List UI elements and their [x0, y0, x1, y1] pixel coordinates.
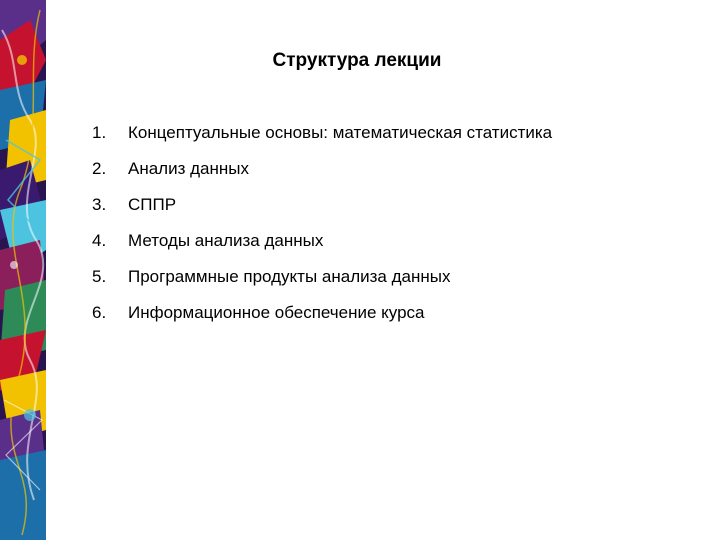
- list-item-number: 3.: [92, 195, 107, 214]
- list-item-text: СППР: [128, 195, 177, 214]
- side-decoration-image: [0, 0, 46, 540]
- list-item-text: Анализ данных: [128, 159, 249, 178]
- slide-title-text: Структура лекции: [272, 50, 442, 71]
- list-item-number: 1.: [92, 123, 107, 142]
- list-item-text: Методы анализа данных: [128, 231, 324, 250]
- lecture-outline-list: [92, 121, 552, 337]
- list-item: [92, 121, 552, 157]
- list-item-text: Информационное обеспечение курса: [128, 303, 425, 322]
- list-item-number: 5.: [92, 267, 107, 286]
- list-item-text: Программные продукты анализа данных: [128, 267, 451, 286]
- list-item-number: 6.: [92, 303, 107, 322]
- list-item-number: 2.: [92, 159, 107, 178]
- list-item: [92, 157, 552, 193]
- list-item: [92, 193, 552, 229]
- list-item: [92, 265, 552, 301]
- list-item: [92, 301, 552, 337]
- abstract-collage-strip-icon: [0, 0, 46, 540]
- list-item: [92, 229, 552, 265]
- list-item-number: 4.: [92, 231, 107, 250]
- list-item-text: Концептуальные основы: математическая статистика: [128, 123, 553, 142]
- slide-title: [0, 48, 720, 74]
